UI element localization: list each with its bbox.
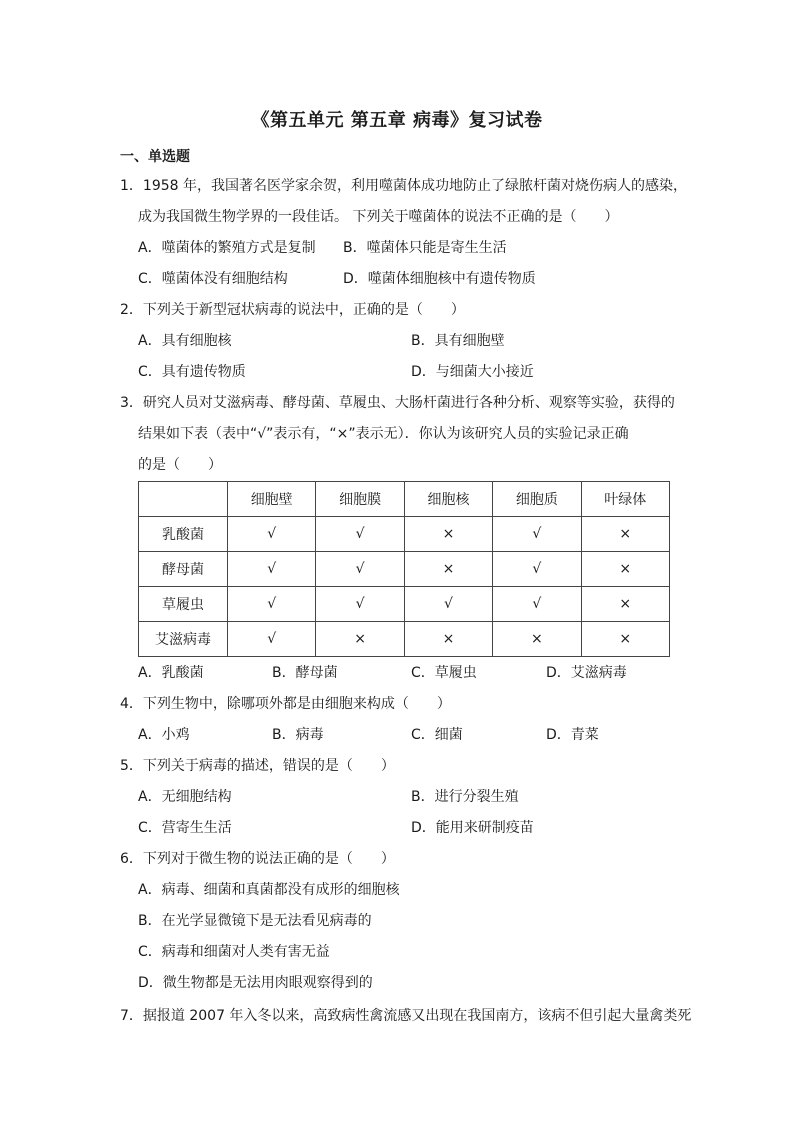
table-header-row <box>139 482 670 517</box>
q3-stem-line3: 的是（ ） <box>138 457 222 473</box>
q3-option-a: A．乳酸菌 <box>138 665 204 681</box>
q3-results-table <box>138 481 670 657</box>
table-row-label: 草履虫 <box>139 587 228 622</box>
table-cell: × <box>404 622 492 657</box>
q3-stem-line2: 结果如下表（表中“√”表示有，“×”表示无）．你认为该研究人员的实验记录正确 <box>138 426 629 442</box>
table-cell: √ <box>316 552 404 587</box>
q6-option-b: B．在光学显微镜下是无法看见病毒的 <box>138 913 372 929</box>
table-row <box>139 517 670 552</box>
table-cell: √ <box>404 587 492 622</box>
q1-option-c: C．噬菌体没有细胞结构 <box>138 271 288 287</box>
q5-stem: 5．下列关于病毒的描述，错误的是（ ） <box>120 758 395 774</box>
q3-option-b: B．酵母菌 <box>272 665 338 681</box>
q5-option-a: A．无细胞结构 <box>138 789 232 805</box>
table-cell: × <box>316 622 404 657</box>
table-cell: × <box>581 552 669 587</box>
table-cell: √ <box>228 552 316 587</box>
table-cell: √ <box>493 552 581 587</box>
q6-option-d: D．微生物都是无法用肉眼观察得到的 <box>138 975 373 991</box>
table-row-label: 酵母菌 <box>139 552 228 587</box>
table-header-cell: 细胞质 <box>493 482 581 517</box>
table-cell: × <box>581 587 669 622</box>
table-cell: √ <box>316 587 404 622</box>
q2-option-b: B．具有细胞壁 <box>411 333 505 349</box>
q5-option-d: D．能用来研制疫苗 <box>411 820 534 836</box>
table-cell: × <box>581 622 669 657</box>
q1-option-a: A．噬菌体的繁殖方式是复制 <box>138 240 316 256</box>
table-row <box>139 622 670 657</box>
table-cell: × <box>404 552 492 587</box>
q3-option-d: D．艾滋病毒 <box>546 665 627 681</box>
q3-option-c: C．草履虫 <box>411 665 477 681</box>
table-cell: √ <box>316 517 404 552</box>
q1-stem-line1: 1．1958 年，我国著名医学家余贺，利用噬菌体成功地防止了绿脓杆菌对烧伤病人的感染， <box>120 178 687 194</box>
table-cell: × <box>404 517 492 552</box>
q5-option-c: C．营寄生生活 <box>138 820 232 836</box>
table-cell: √ <box>228 517 316 552</box>
q4-option-c: C．细菌 <box>411 727 463 743</box>
exam-title: 《第五单元 第五章 病毒》复习试卷 <box>251 110 543 131</box>
table-row-label: 艾滋病毒 <box>139 622 228 657</box>
q2-option-a: A．具有细胞核 <box>138 333 232 349</box>
q3-stem-line1: 3．研究人员对艾滋病毒、酵母菌、草履虫、大肠杆菌进行各种分析、观察等实验，获得的 <box>120 395 675 411</box>
q4-option-a: A．小鸡 <box>138 727 190 743</box>
q6-option-a: A．病毒、细菌和真菌都没有成形的细胞核 <box>138 882 400 898</box>
table-header-cell: 细胞核 <box>404 482 492 517</box>
q4-option-d: D．青菜 <box>546 727 599 743</box>
table-header-cell: 细胞膜 <box>316 482 404 517</box>
q7-stem-line1: 7．据报道 2007 年入冬以来，高致病性禽流感又出现在我国南方，该病不但引起大量禽类死 <box>120 1008 692 1024</box>
table-header-cell <box>139 482 228 517</box>
table-cell: √ <box>228 622 316 657</box>
q5-option-b: B．进行分裂生殖 <box>411 789 519 805</box>
q1-stem-line2: 成为我国微生物学界的一段佳话。 下列关于噬菌体的说法不正确的是（ ） <box>138 209 619 225</box>
q1-option-b: B．噬菌体只能是寄生生活 <box>343 240 507 256</box>
q2-stem: 2．下列关于新型冠状病毒的说法中，正确的是（ ） <box>120 302 465 318</box>
table-row <box>139 552 670 587</box>
q6-option-c: C．病毒和细菌对人类有害无益 <box>138 944 330 960</box>
table-cell: √ <box>493 517 581 552</box>
table-cell: × <box>581 517 669 552</box>
q2-option-d: D．与细菌大小接近 <box>411 364 534 380</box>
q6-stem: 6．下列对于微生物的说法正确的是（ ） <box>120 851 395 867</box>
table-cell: × <box>493 622 581 657</box>
q4-option-b: B．病毒 <box>272 727 324 743</box>
table-cell: √ <box>228 587 316 622</box>
table-cell: √ <box>493 587 581 622</box>
table-header-cell: 叶绿体 <box>581 482 669 517</box>
q4-stem: 4．下列生物中，除哪项外都是由细胞来构成（ ） <box>120 696 451 712</box>
section-heading: 一、单选题 <box>120 149 190 165</box>
q2-option-c: C．具有遗传物质 <box>138 364 246 380</box>
q1-option-d: D．噬菌体细胞核中有遗传物质 <box>343 271 536 287</box>
table-row-label: 乳酸菌 <box>139 517 228 552</box>
table-row <box>139 587 670 622</box>
table-header-cell: 细胞壁 <box>228 482 316 517</box>
